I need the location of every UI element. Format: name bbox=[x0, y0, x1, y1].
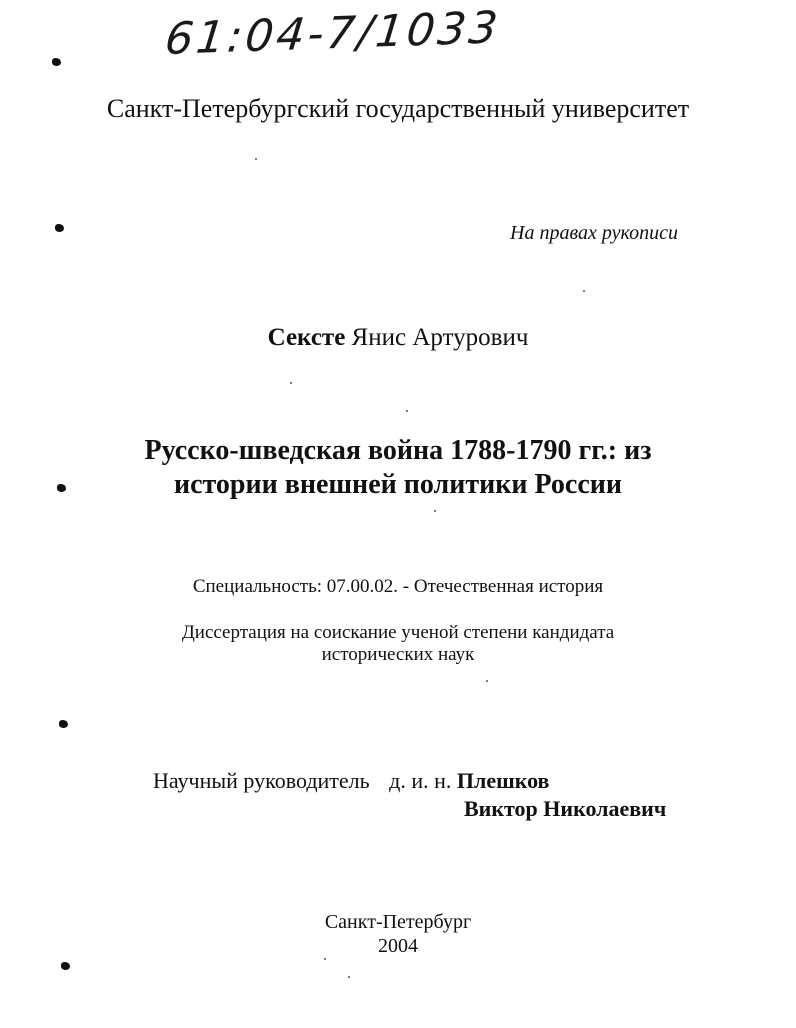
supervisor-surname: Плешков bbox=[456, 768, 550, 793]
university-name: Санкт-Петербургский государственный университет bbox=[106, 94, 690, 123]
scan-speck bbox=[348, 976, 350, 978]
scan-speck bbox=[486, 680, 488, 682]
scan-speck bbox=[290, 382, 292, 384]
punch-hole-mark bbox=[59, 720, 68, 728]
punch-hole-mark bbox=[55, 224, 64, 232]
scan-speck bbox=[255, 158, 257, 160]
place: Санкт-Петербург bbox=[324, 911, 472, 933]
supervisor-degree: д. и. н. bbox=[389, 768, 452, 793]
degree-line-2: исторических наук bbox=[321, 644, 475, 665]
supervisor-line bbox=[153, 768, 549, 794]
specialty: Специальность: 07.00.02. - Отечественная история bbox=[192, 576, 604, 597]
scan-speck bbox=[406, 410, 408, 412]
scan-speck bbox=[583, 290, 585, 292]
supervisor-given-names: Виктор Николаевич bbox=[464, 796, 667, 821]
author-name bbox=[0, 324, 796, 352]
scan-speck bbox=[324, 958, 326, 960]
punch-hole-mark bbox=[61, 962, 70, 970]
author-given-names: Янис Артурович bbox=[351, 324, 529, 351]
handwritten-inventory-number: 61:04-7/1033 bbox=[162, 2, 503, 65]
scan-speck bbox=[434, 510, 436, 512]
dissertation-title bbox=[0, 434, 796, 502]
author-surname: Сексте bbox=[267, 324, 346, 351]
dissertation-degree bbox=[0, 622, 796, 666]
manuscript-rights-note: На правах рукописи bbox=[510, 222, 678, 244]
place-and-year bbox=[0, 910, 796, 958]
degree-line-1: Диссертация на соискание ученой степени кандидата bbox=[181, 622, 615, 643]
punch-hole-mark bbox=[52, 58, 61, 66]
supervisor-label: Научный руководитель bbox=[153, 768, 370, 793]
title-line-2: истории внешней политики России bbox=[173, 469, 623, 500]
year: 2004 bbox=[378, 935, 418, 957]
title-line-1: Русско-шведская война 1788-1790 гг.: из bbox=[144, 435, 652, 466]
punch-hole-mark bbox=[57, 484, 66, 492]
